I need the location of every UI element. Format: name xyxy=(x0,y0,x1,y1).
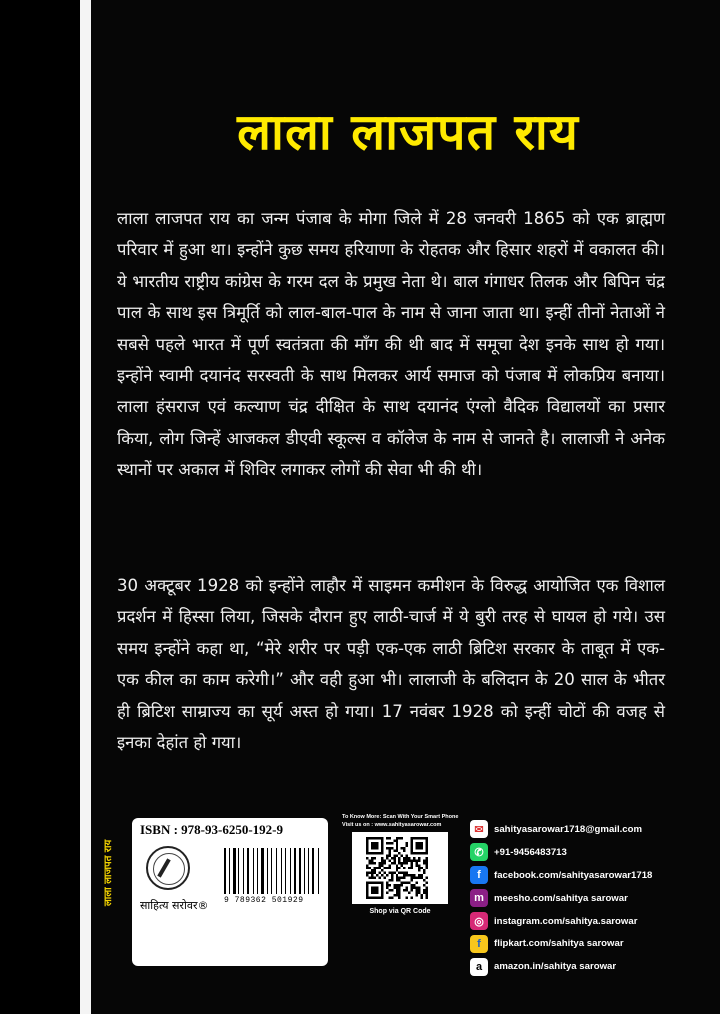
contact-text: +91-9456483713 xyxy=(494,846,567,858)
contact-text: meesho.com/sahitya sarowar xyxy=(494,892,628,904)
isbn-label: ISBN : 978-93-6250-192-9 xyxy=(140,822,283,837)
qr-code-icon xyxy=(366,837,428,899)
isbn-box xyxy=(132,818,328,966)
instagram-icon: ◎ xyxy=(470,912,488,930)
contact-list xyxy=(470,818,716,978)
contact-item[interactable] xyxy=(470,932,716,955)
paragraph-simon-commission: 30 अक्टूबर 1928 को इन्होंने लाहौर में साइमन कमीशन के विरुद्ध आयोजित एक विशाल प्रदर्शन में हिस्सा लिया, जिसके दौरान हुए लाठी-चार्ज में ये बुरी तरह से घायल हो गये। उस समय इन्होंने कहा था, “मेरे शरीर पर पड़ी एक-एक लाठी ब्रिटिश सरकार के ताबूत में एक-एक कील का काम करेगी।” और वही हुआ भी। लालाजी के बलिदान के 20 साल के भीतर ही ब्रिटिश साम्राज्य का सूर्य अस्त हो गया। 17 नवंबर 1928 को इन्हीं चोटों की वजह से इनका देहांत हो गया। xyxy=(117,576,665,753)
contact-text: sahityasarowar1718@gmail.com xyxy=(494,823,643,835)
qr-caption-bottom: Shop via QR Code xyxy=(369,908,431,915)
mail-icon: ✉ xyxy=(470,820,488,838)
book-title: लाला लाजपत राय xyxy=(237,103,579,161)
isbn-barcode xyxy=(224,848,322,894)
whatsapp-icon: ✆ xyxy=(470,843,488,861)
contact-item[interactable] xyxy=(470,818,716,841)
contact-text: facebook.com/sahityasarowar1718 xyxy=(494,869,653,881)
contact-item[interactable] xyxy=(470,955,716,978)
contact-item[interactable] xyxy=(470,841,716,864)
spine-title: लाला लाजपत राय xyxy=(103,839,114,906)
contact-item[interactable] xyxy=(470,910,716,933)
contact-text: amazon.in/sahitya sarowar xyxy=(494,961,617,973)
left-black-band xyxy=(0,0,80,1014)
paragraph-biography: लाला लाजपत राय का जन्म पंजाब के मोगा जिले में 28 जनवरी 1865 को एक ब्राह्मण परिवार में हुआ था। इन्होंने कुछ समय हरियाणा के रोहतक और हिसार शहरों में वकालत की। ये भारतीय राष्ट्रीय कांग्रेस के गरम दल के प्रमुख नेता थे। बाल गंगाधर तिलक और बिपिन चंद्र पाल के साथ इस त्रिमूर्ति को लाल-बाल-पाल के नाम से जाना जाता था। इन्हीं तीनों नेताओं ने सबसे पहले भारत में पूर्ण स्वतंत्रता की माँग की थी बाद में समूचा देश इनके साथ हो गया। इन्होंने स्वामी दयानंद सरस्वती के साथ मिलकर आर्य समाज को पंजाब में लोकप्रिय बनाया। लाला हंसराज एवं कल्याण चंद्र दीक्षित के साथ दयानंद एंग्लो वैदिक विद्यालयों का प्रसार किया, लोग जिन्हें आजकल डीएवी स्कूल्स व कॉलेज के नाम से जानते है। लालाजी ने अनेक स्थानों पर अकाल में शिविर लगाकर लोगों की सेवा भी की थी। xyxy=(117,209,665,480)
meesho-icon: m xyxy=(470,889,488,907)
publisher-logo-icon xyxy=(146,846,190,890)
barcode-digits: 9 789362 501929 xyxy=(224,896,304,905)
publisher-name: साहित्य सरोवर® xyxy=(140,899,209,912)
facebook-icon: f xyxy=(470,866,488,884)
white-spine-strip xyxy=(80,0,91,1014)
flipkart-icon: f xyxy=(470,935,488,953)
qr-code-box[interactable] xyxy=(352,832,448,904)
contact-text: flipkart.com/sahitya sarowar xyxy=(494,938,624,950)
contact-text: instagram.com/sahitya.sarowar xyxy=(494,915,638,927)
qr-caption-top xyxy=(342,813,470,829)
amazon-icon: a xyxy=(470,958,488,976)
contact-item[interactable] xyxy=(470,864,716,887)
qr-scan-text: To Know More: Scan With Your Smart Phone xyxy=(342,814,459,820)
qr-visit-text: Visit us on : www.sahityasarowar.com xyxy=(342,822,442,828)
contact-item[interactable] xyxy=(470,887,716,910)
